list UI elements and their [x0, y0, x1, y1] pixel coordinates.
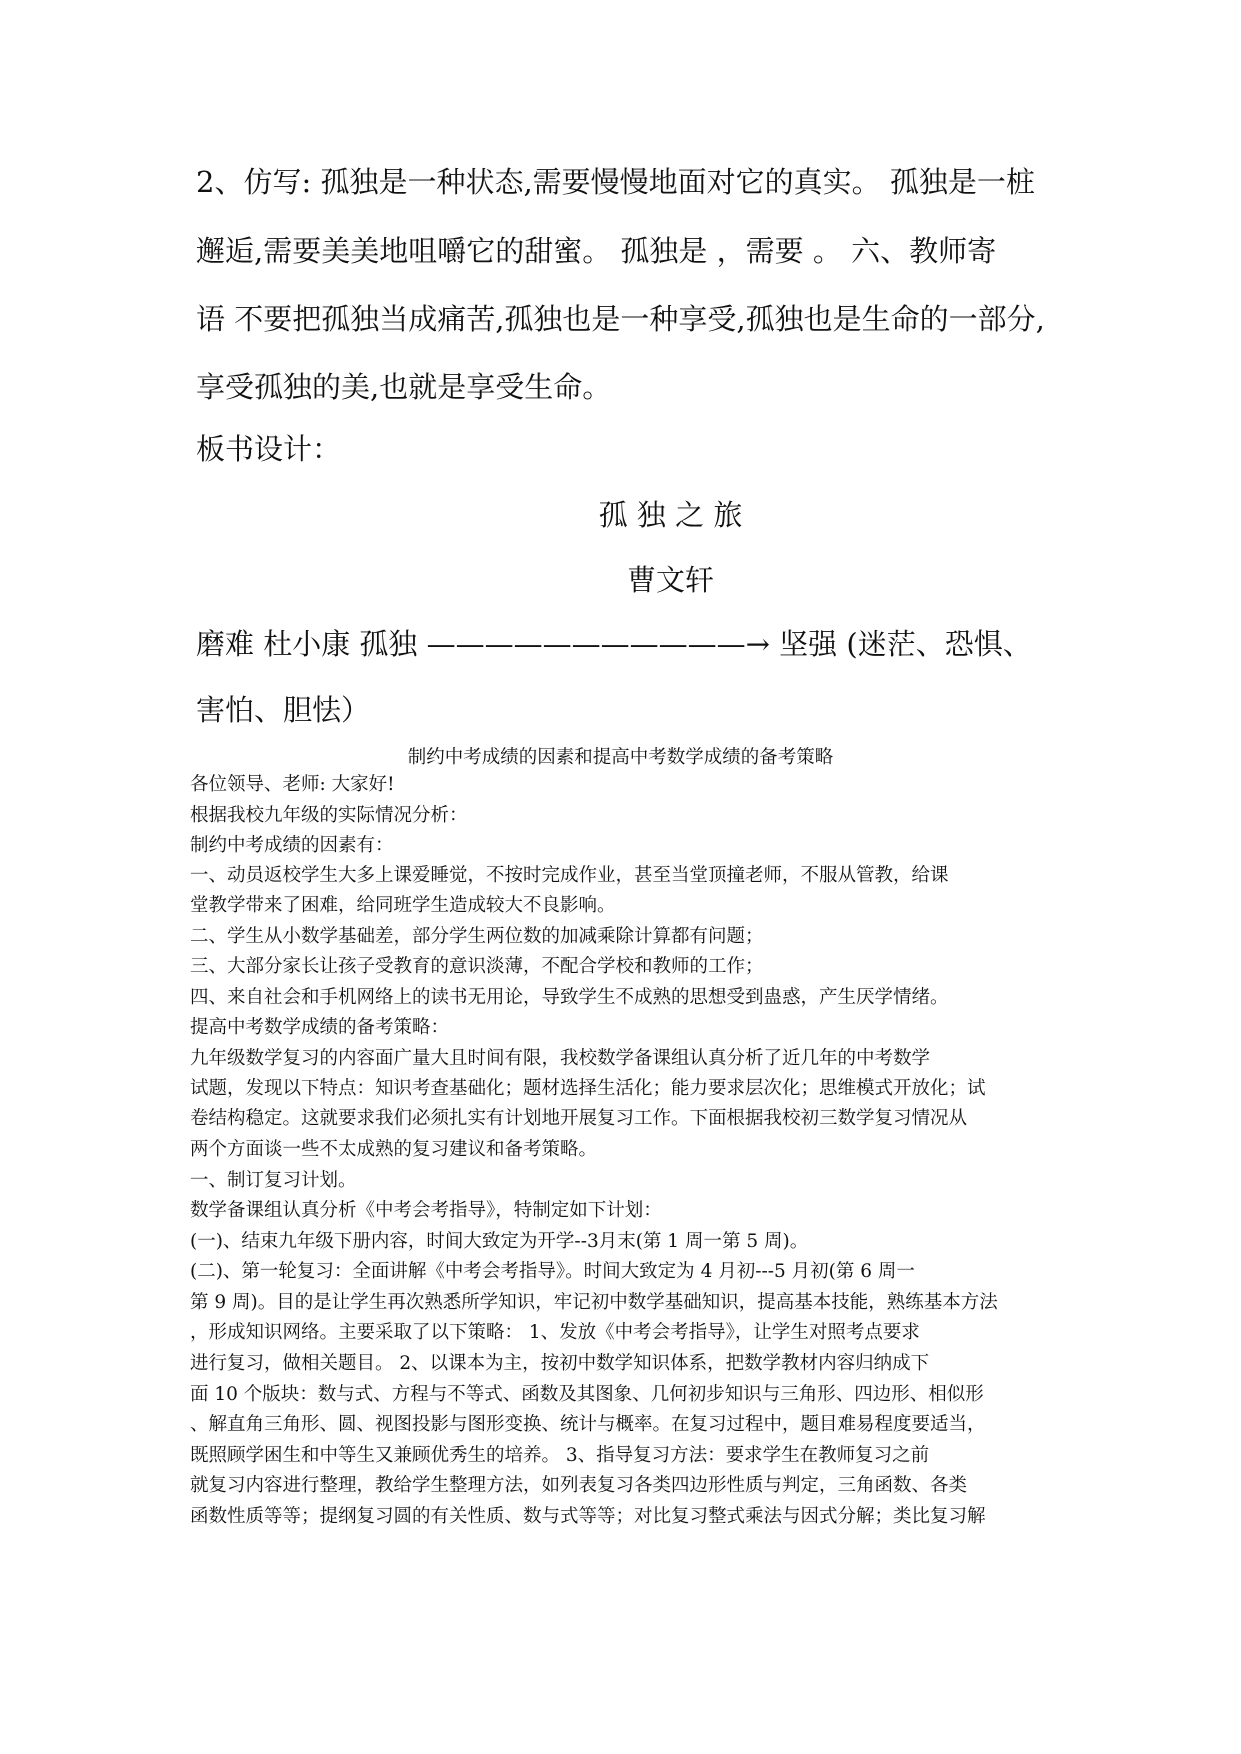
text-line: 进行复习，做相关题目。 2、以课本为主，按初中数学知识体系，把数学教材内容归纳成下 — [190, 1353, 930, 1374]
text-line: 二、学生从小数学基础差，部分学生两位数的加减乘除计算都有问题； — [190, 926, 764, 947]
text-line: 卷结构稳定。这就要求我们必须扎实有计划地开展复习工作。下面根据我校初三数学复习情况从 — [190, 1108, 968, 1129]
page-title: 制约中考成绩的因素和提高中考数学成绩的备考策略 — [407, 747, 834, 768]
text-line: 三、大部分家长让孩子受教育的意识淡薄，不配合学校和教师的工作； — [190, 956, 764, 977]
paragraph-line: 2、仿写: 孤独是一种状态,需要慢慢地面对它的真实。 孤独是一桩 — [196, 165, 1035, 199]
board-author: 曹文轩 — [626, 563, 714, 597]
board-title: 孤 独 之 旅 — [598, 498, 743, 532]
paragraph-line: 邂逅,需要美美地咀嚼它的甜蜜。 孤独是 ，需要 。 六、教师寄 — [196, 234, 997, 268]
text-line: 九年级数学复习的内容面广量大且时间有限，我校数学备课组认真分析了近几年的中考数学 — [190, 1048, 931, 1069]
text-line: 制约中考成绩的因素有： — [190, 835, 394, 856]
text-line: 一、动员返校学生大多上课爱睡觉，不按时完成作业，甚至当堂顶撞老师，不服从管教，给课 — [190, 865, 949, 886]
text-line: 各位领导、老师: 大家好! — [190, 774, 395, 795]
text-line: 就复习内容进行整理，教给学生整理方法，如列表复习各类四边形性质与判定，三角函数、各类 — [190, 1475, 968, 1496]
board-design-label: 板书设计： — [196, 432, 342, 466]
text-line: 提高中考数学成绩的备考策略： — [190, 1017, 450, 1038]
text-line: 一、制订复习计划。 — [190, 1170, 357, 1191]
text-line: 数学备课组认真分析《中考会考指导》，特制定如下计划： — [190, 1200, 662, 1221]
text-line: 既照顾学困生和中等生又兼顾优秀生的培养。 3、指导复习方法：要求学生在教师复习之前 — [190, 1445, 930, 1466]
text-line: 根据我校九年级的实际情况分析： — [190, 805, 468, 826]
paragraph-line: 享受孤独的美,也就是享受生命。 — [196, 370, 612, 404]
board-flow-line-cont: 害怕、胆怯） — [196, 693, 371, 727]
text-line: 四、来自社会和手机网络上的读书无用论，导致学生不成熟的思想受到蛊惑，产生厌学情绪。 — [190, 987, 949, 1008]
paragraph-line: 语 不要把孤独当成痛苦,孤独也是一种享受,孤独也是生命的一部分, — [196, 302, 1045, 336]
text-line: 面 10 个版块：数与式、方程与不等式、函数及其图象、几何初步知识与三角形、四边形、相似形 — [190, 1384, 984, 1405]
text-line: 、解直角三角形、圆、视图投影与图形变换、统计与概率。在复习过程中，题目难易程度要适当， — [190, 1414, 986, 1435]
text-line: ，形成知识网络。主要采取了以下策略： 1、发放《中考会考指导》，让学生对照考点要求 — [190, 1322, 920, 1343]
text-line: (一)、结束九年级下册内容，时间大致定为开学--3月末(第 1 周一第 5 周)。 — [190, 1231, 809, 1252]
text-line: 第 9 周)。目的是让学生再次熟悉所学知识，牢记初中数学基础知识，提高基本技能，熟练基本方法 — [190, 1292, 998, 1313]
text-line: (二)、第一轮复习：全面讲解《中考会考指导》。时间大致定为 4 月初---5 月初(第 6 周一 — [190, 1261, 915, 1282]
text-line: 函数性质等等；提纲复习圆的有关性质、数与式等等；对比复习整式乘法与因式分解；类比复习解 — [190, 1506, 986, 1527]
text-line: 堂教学带来了困难，给同班学生造成较大不良影响。 — [190, 895, 616, 916]
text-line: 两个方面谈一些不太成熟的复习建议和备考策略。 — [190, 1139, 598, 1160]
text-line: 试题，发现以下特点：知识考查基础化；题材选择生活化；能力要求层次化；思维模式开放化；试 — [190, 1078, 986, 1099]
board-flow-line: 磨难 杜小康 孤独 ———————————→ 坚强 (迷茫、恐惧、 — [196, 627, 1032, 661]
